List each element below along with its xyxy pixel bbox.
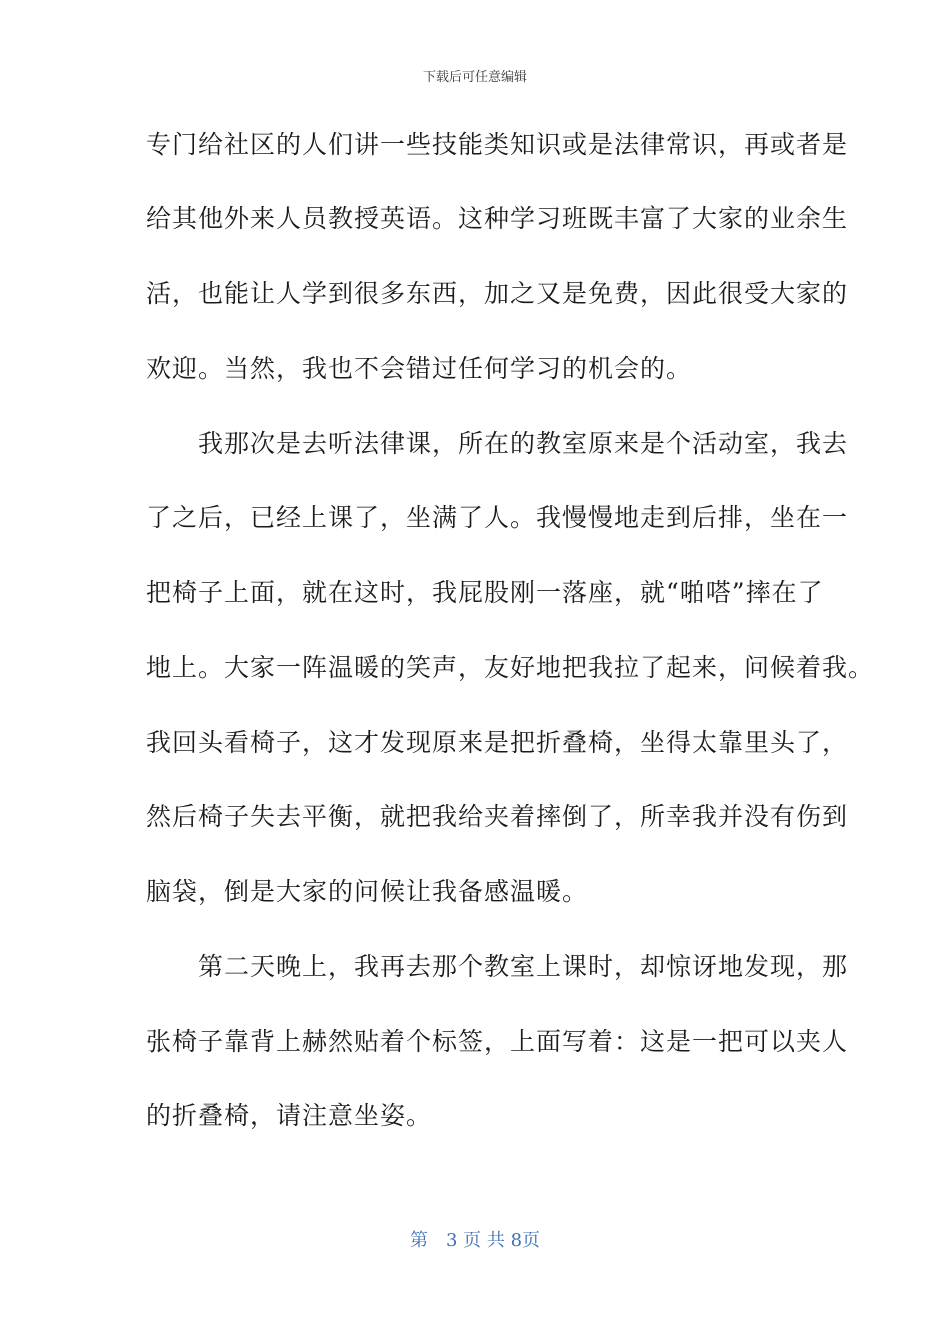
text-line: 欢迎。当然，我也不会错过任何学习的机会的。 [146,354,693,383]
text-line: 我回头看椅子，这才发现原来是把折叠椅，坐得太靠里头了， [146,728,849,757]
text-line: 专门给社区的人们讲一些技能类知识或是法律常识，再或者是 [146,130,849,159]
text-line: 张椅子靠背上赫然贴着个标签，上面写着：这是一把可以夹人 [146,1027,849,1056]
text-line: 的折叠椅，请注意坐姿。 [146,1101,433,1130]
text-line: 给其他外来人员教授英语。这种学习班既丰富了大家的业余生 [146,204,849,233]
header-note: 下载后可任意编辑 [422,70,527,85]
text-line: 活，也能让人学到很多东西，加之又是免费，因此很受大家的 [146,279,849,308]
text-line: 我那次是去听法律课，所在的教室原来是个活动室，我去 [146,429,849,458]
text-line: 第二天晚上，我再去那个教室上课时，却惊讶地发现，那 [146,952,849,981]
text-line: 脑袋，倒是大家的问候让我备感温暖。 [146,877,589,906]
text-line: 地上。大家一阵温暖的笑声，友好地把我拉了起来，问候着我。 [146,653,875,682]
text-line: 了之后，已经上课了，坐满了人。我慢慢地走到后排，坐在一 [146,503,849,532]
text-line: 然后椅子失去平衡，就把我给夹着摔倒了，所幸我并没有伤到 [146,802,849,831]
page-number: 第 3 页 共 8页 [409,1230,541,1251]
text-line: 把椅子上面，就在这时，我屁股刚一落座，就“啪嗒”摔在了 [146,578,824,607]
